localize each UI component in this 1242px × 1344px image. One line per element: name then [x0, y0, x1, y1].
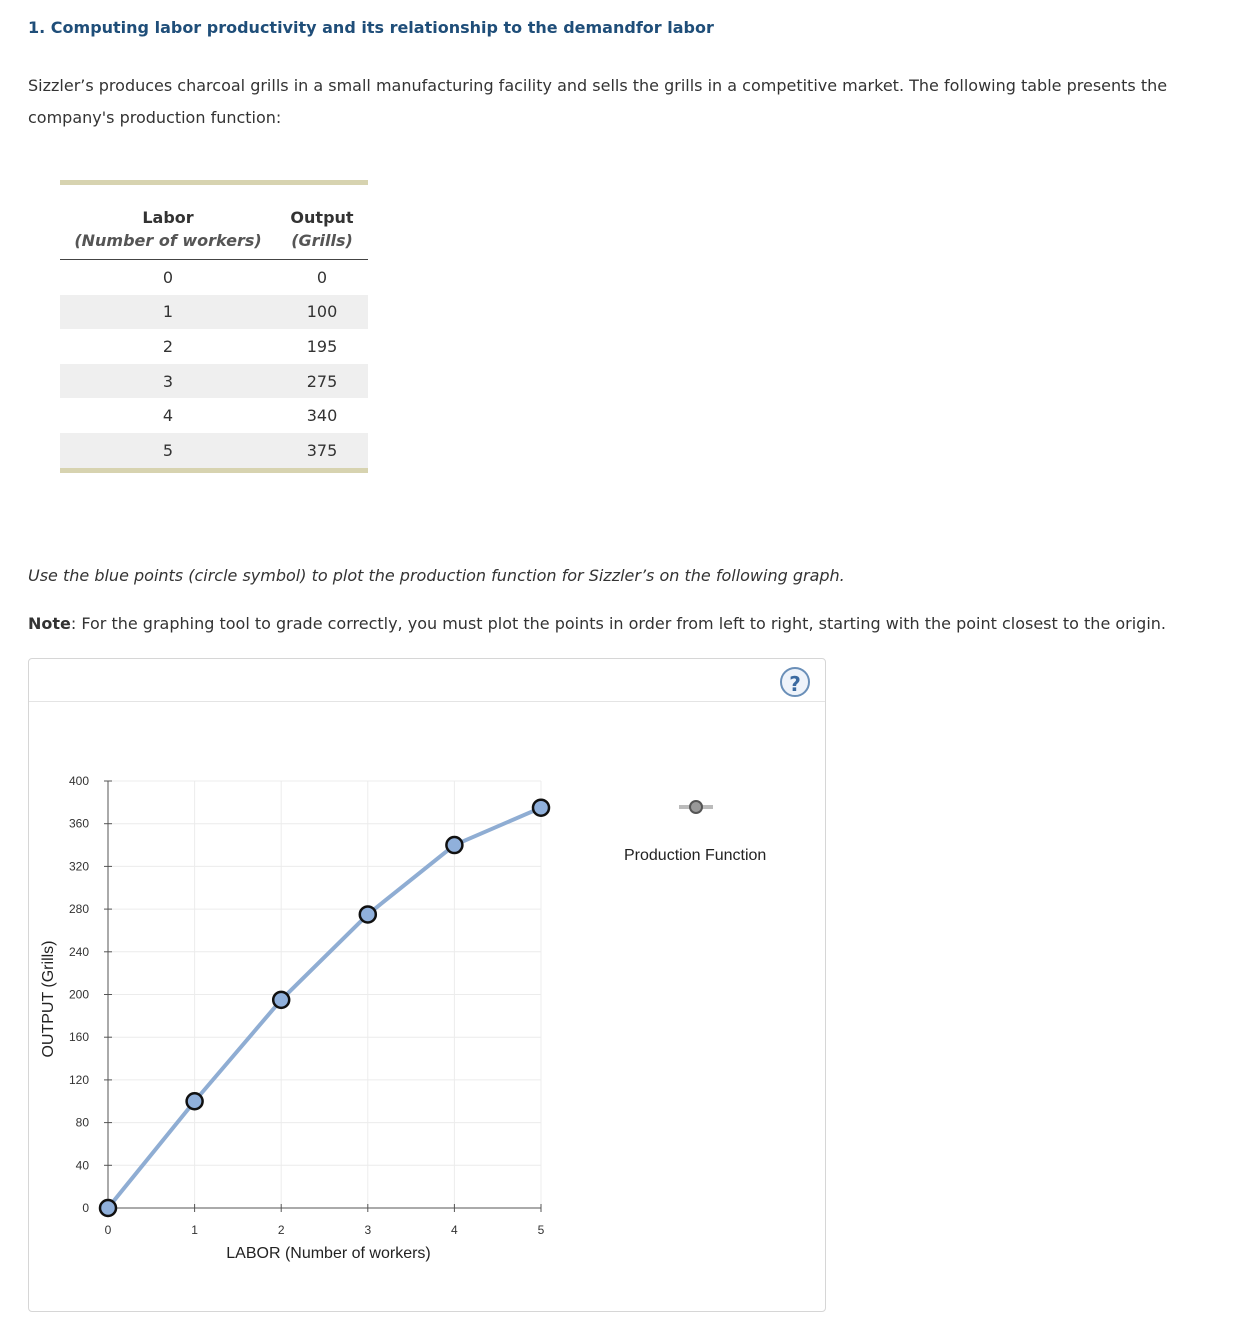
output-cell: 340 [306, 406, 338, 426]
y-tick-label: 360 [68, 816, 89, 831]
production-table [60, 180, 368, 473]
table-row [60, 260, 368, 295]
y-tick-label: 0 [82, 1201, 89, 1215]
y-tick-label: 240 [68, 944, 89, 959]
labor-header-unit: (Number of workers) [60, 231, 276, 260]
production-function-line [108, 808, 541, 1208]
help-button[interactable]: ? [780, 667, 810, 697]
data-point[interactable] [273, 992, 289, 1008]
output-header-unit: (Grills) [276, 231, 368, 260]
labor-cell: 4 [162, 406, 174, 426]
note-body: : For the graphing tool to grade correctly, you must plot the points in order from left to right, starting with the point closest to the origin. [70, 614, 1167, 633]
output-cell: 275 [276, 364, 368, 399]
data-point[interactable] [533, 800, 549, 816]
data-point[interactable] [100, 1200, 116, 1216]
x-tick-label: 5 [537, 1223, 545, 1237]
x-tick-label: 2 [277, 1223, 285, 1237]
table-row [60, 364, 368, 399]
y-tick-label: 200 [68, 987, 89, 1002]
data-point[interactable] [446, 837, 462, 853]
y-axis-title: OUTPUT (Grills) [40, 940, 57, 1058]
production-function-chart[interactable] [29, 659, 825, 1311]
table-row [60, 433, 368, 470]
x-tick-label: 1 [191, 1223, 198, 1237]
labor-cell: 2 [162, 336, 174, 356]
note-text [28, 614, 1166, 633]
labor-cell: 3 [60, 364, 276, 399]
output-cell: 195 [306, 336, 338, 356]
y-tick-label: 280 [68, 902, 89, 917]
x-tick-label: 0 [104, 1223, 112, 1237]
output-cell: 375 [276, 433, 368, 470]
x-tick-label: 3 [364, 1223, 372, 1237]
x-axis-title: LABOR (Number of workers) [226, 1245, 431, 1262]
data-point[interactable] [187, 1093, 203, 1109]
note-label: Note [28, 614, 71, 633]
y-tick-label: 40 [75, 1158, 89, 1173]
legend-point-icon [690, 801, 702, 813]
labor-header: Labor [60, 183, 276, 232]
graph-panel [28, 658, 826, 1312]
labor-cell: 1 [60, 295, 276, 330]
labor-cell: 0 [162, 267, 174, 287]
output-header: Output [276, 183, 368, 232]
y-tick-label: 80 [75, 1115, 89, 1130]
output-cell: 100 [276, 295, 368, 330]
table-row [60, 295, 368, 330]
x-tick-label: 4 [451, 1223, 458, 1237]
y-tick-label: 120 [68, 1072, 89, 1087]
y-tick-label: 160 [68, 1030, 89, 1045]
output-cell: 0 [316, 267, 328, 287]
labor-cell: 5 [60, 433, 276, 470]
y-tick-label: 320 [68, 859, 89, 874]
table-row [60, 398, 368, 433]
question-title: 1. Computing labor productivity and its relationship to the demandfor labor [28, 18, 714, 37]
intro-text: Sizzler’s produces charcoal grills in a small manufacturing facility and sells the grills in a competitive market. The following table presents the company's production function: [28, 76, 1168, 127]
data-point[interactable] [360, 906, 376, 922]
legend-label: Production Function [624, 847, 767, 864]
table-row [60, 329, 368, 364]
instruction-text: Use the blue points (circle symbol) to plot the production function for Sizzler’s on the following graph. [28, 566, 845, 585]
y-tick-label: 400 [68, 774, 89, 788]
